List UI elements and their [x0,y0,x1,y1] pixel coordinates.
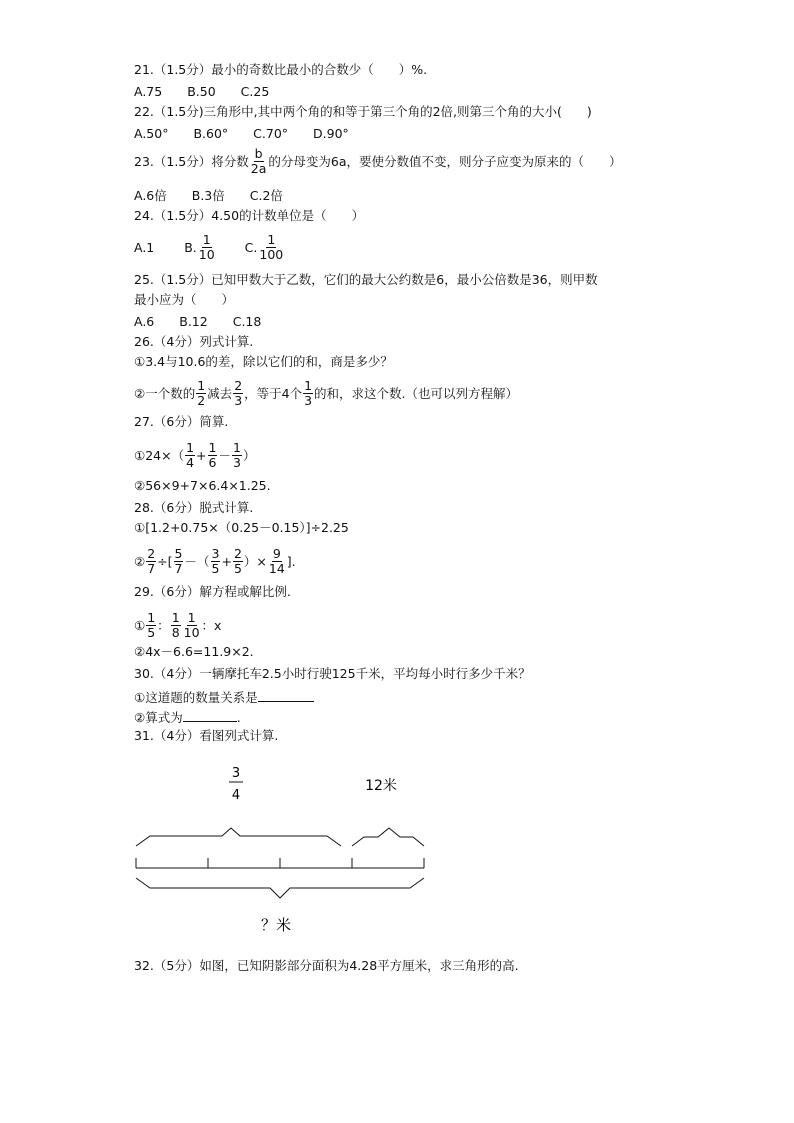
diagram-fraction-numerator: 3 [231,766,241,781]
fraction-denominator: 100 [259,247,284,262]
fraction-numerator: 2 [147,546,156,561]
fraction-numerator: 1 [171,610,180,625]
fraction-denominator: 2a [250,161,267,176]
fraction [268,547,286,576]
times-sign: ）× [243,554,267,569]
fraction-denominator: 5 [233,561,242,576]
question-30-item1 [134,688,314,706]
fraction-b-over-2a [250,147,268,176]
question-23-options [134,188,283,204]
top-brace-right [352,828,424,846]
question-32 [134,958,519,974]
fraction [185,441,195,470]
text-a: ① [134,618,146,633]
question-31-title: 31.（4分）看图列式计算. [134,728,279,743]
fraction-denominator: 10 [183,625,200,640]
fraction-denominator: 5 [147,625,156,640]
question-21-stem: 21.（1.5分）最小的奇数比最小的合数少（ ）%. [134,62,428,77]
fraction-denominator: 10 [198,247,215,262]
line-segment-diagram [0,760,794,960]
fraction [303,379,313,408]
question-25 [134,272,598,288]
text-c: ，等于4个 [244,386,303,401]
question-24-options [134,234,285,263]
question-28-item1 [134,520,349,536]
question-23 [134,148,622,177]
question-29-title: 29.（6分）解方程或解比例. [134,584,291,599]
fraction-denominator: 7 [147,561,156,576]
fraction-numerator: 1 [233,440,241,455]
fraction-numerator: 1 [267,232,276,247]
answer-blank[interactable] [258,688,314,702]
text-a: ②一个数的 [134,386,196,401]
fraction [211,547,221,576]
question-26-title: 26.（4分）列式计算. [134,334,254,349]
question-22-options-text: A.50° B.60° C.70° D.90° [134,126,349,141]
question-22 [134,104,592,120]
fraction-numerator: 1 [187,610,196,625]
question-24-stem: 24.（1.5分）4.50的计数单位是（ ） [134,208,365,223]
answer-blank[interactable] [183,708,237,722]
question-24 [134,208,364,224]
option-c-label: C. [244,240,258,255]
divide-bracket: ÷[ [157,554,173,569]
text-a: ② [134,554,146,569]
fraction-denominator: 8 [171,625,180,640]
fraction-denominator: 2 [197,393,206,408]
fraction-numerator: 1 [202,232,211,247]
fraction [233,379,243,408]
question-23-stem-b: 的分母变为6a，要使分数值不变，则分子应变为原来的（ ） [268,154,622,169]
text-d: 的和，求这个数.（也可以列方程解） [314,386,519,401]
fraction-numerator: 1 [197,378,206,393]
plus-sign: + [196,448,207,463]
question-26-item2 [134,380,518,409]
fraction-denominator: 3 [234,393,243,408]
question-25-line2 [134,292,234,308]
question-21-options [134,84,269,100]
question-21 [134,62,427,78]
option-c-fraction [258,233,284,262]
fraction-denominator: 5 [211,561,220,576]
fraction-numerator: b [254,146,263,161]
question-25-options [134,314,261,330]
fraction-numerator: 1 [304,378,313,393]
fraction-numerator: 2 [234,378,243,393]
fraction [146,547,156,576]
option-b-label: B. [184,240,197,255]
fraction-denominator: 7 [174,561,183,576]
diagram-label-12m: 12米 [365,778,397,794]
question-28-title: 28.（6分）脱式计算. [134,500,254,515]
question-22-stem: 22.（1.5分)三角形中,其中两个角的和等于第三个角的2倍,则第三个角的大小( ) [134,104,592,119]
minus-sign: － [218,448,231,463]
fraction [183,611,201,640]
question-30-title: 30.（4分）一辆摩托车2.5小时行驶125千米，平均每小时行多少千米？ [134,666,531,681]
fraction-numerator: 2 [233,546,242,561]
question-30 [134,666,531,682]
question-30-item2-text: ②算式为 [134,710,183,725]
fraction [174,547,184,576]
fraction [171,611,181,640]
question-26-item1-text: ①3.4与10.6的差，除以它们的和，商是多少？ [134,354,393,369]
question-30-item2 [134,708,241,726]
question-27-item2-text: ②56×9+7×6.4×1.25. [134,478,271,493]
question-25-stem-line1: 25.（1.5分）已知甲数大于乙数，它们的最大公约数是6，最小公倍数是36，则甲数 [134,272,598,287]
question-27-item1 [134,442,255,471]
fraction-numerator: 1 [208,440,217,455]
option-a: A.1 [134,240,155,255]
fraction [232,441,242,470]
question-23-stem-a: 23.（1.5分）将分数 [134,154,249,169]
question-25-stem-line2: 最小应为（ ） [134,292,235,307]
bottom-brace [136,878,424,898]
question-29-item2-text: ②4x－6.6=11.9×2. [134,644,254,659]
top-brace-left [136,828,341,846]
fraction-denominator: 14 [268,561,285,576]
question-29-item2 [134,644,254,660]
fraction-numerator: 1 [186,440,195,455]
question-25-options-text: A.6 B.12 C.18 [134,314,262,329]
period: . [236,710,241,725]
question-31 [134,728,278,744]
minus-paren: －（ [184,554,210,569]
close-paren: ） [242,448,256,463]
fraction [208,441,218,470]
question-27 [134,414,228,430]
question-22-options [134,126,349,142]
question-21-options-text: A.75 B.50 C.25 [134,84,270,99]
diagram-fraction-denominator: 4 [231,788,241,803]
fraction-denominator: 6 [208,455,217,470]
question-32-title: 32.（5分）如图，已知阴影部分面积为4.28平方厘米，求三角形的高. [134,958,519,973]
fraction-denominator: 3 [233,455,241,470]
question-28 [134,500,253,516]
question-29 [134,584,291,600]
fraction-denominator: 4 [186,455,195,470]
fraction-numerator: 3 [211,546,220,561]
fraction [196,379,206,408]
fraction-numerator: 9 [272,546,281,561]
colon: ： [157,618,170,633]
fraction-numerator: 1 [147,610,156,625]
fraction [146,611,156,640]
text-a: ①24×（ [134,448,185,463]
plus-sign: + [221,554,232,569]
question-27-item2 [134,478,271,494]
question-23-options-text: A.6倍 B.3倍 C.2倍 [134,188,283,203]
end-bracket: ]. [286,554,296,569]
question-29-item1 [134,612,221,641]
question-26-item1 [134,354,393,370]
fraction-numerator: 5 [174,546,183,561]
diagram-label-unknown: ？米 [260,916,292,934]
text-b: 减去 [207,386,233,401]
question-26 [134,334,253,350]
option-b-fraction [198,233,216,262]
fraction [233,547,243,576]
colon-x: ：x [201,618,222,633]
question-28-item1-text: ①[1.2+0.75×（0.25－0.15）]÷2.25 [134,520,349,535]
fraction-denominator: 3 [304,393,313,408]
question-27-title: 27.（6分）简算. [134,414,229,429]
question-28-item2 [134,548,296,577]
question-30-item1-text: ①这道题的数量关系是 [134,690,258,705]
